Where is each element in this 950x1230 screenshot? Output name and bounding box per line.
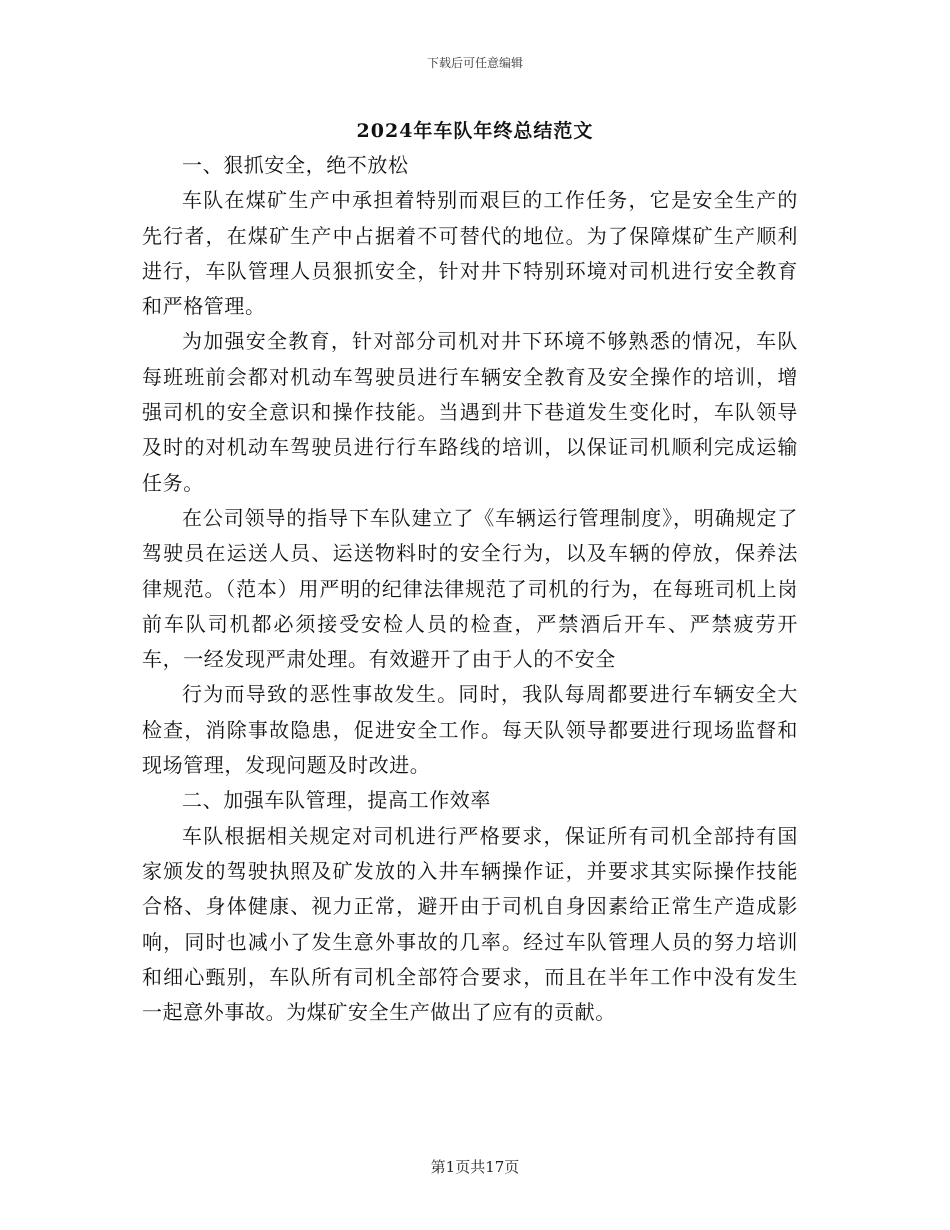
paragraph: 在公司领导的指导下车队建立了《车辆运行管理制度》，明确规定了驾驶员在运送人员、运送物料时的安全行为，以及车辆的停放，保养法律规范。（范本）用严明的纪律法律规范了司机的行为，在每班司机上岗前车队司机都必须接受安检人员的检查，严禁酒后开车、严禁疲劳开车，一经发现严肃处理。有效避开了由于人的不安全 — [142, 505, 798, 672]
paragraph: 为加强安全教育，针对部分司机对井下环境不够熟悉的情况，车队每班班前会都对机动车驾驶员进行车辆安全教育及安全操作的培训，增强司机的安全意识和操作技能。当遇到井下巷道发生变化时，车队领导及时的对机动车驾驶员进行行车路线的培训，以保证司机顺利完成运输任务。 — [142, 329, 798, 495]
document-title: 2024年车队年终总结范文 — [356, 120, 594, 142]
paragraph: 车队根据相关规定对司机进行严格要求，保证所有司机全部持有国家颁发的驾驶执照及矿发放的入井车辆操作证，并要求其实际操作技能合格、身体健康、视力正常，避开由于司机自身因素给正常生产造成影响，同时也减小了发生意外事故的几率。经过车队管理人员的努力培训和细心甄别，车队所有司机全部符合要求，而且在半年工作中没有发生一起意外事故。为煤矿安全生产做出了应有的贡献。 — [142, 823, 798, 1025]
section-heading-1: 一、狠抓安全，绝不放松 — [182, 153, 409, 177]
section-heading-2: 二、加强车队管理，提高工作效率 — [182, 788, 491, 813]
paragraph: 车队在煤矿生产中承担着特别而艰巨的工作任务，它是安全生产的先行者，在煤矿生产中占据着不可替代的地位。为了保障煤矿生产顺利进行，车队管理人员狠抓安全，针对井下特别环境对司机进行安全教育和严格管理。 — [142, 188, 798, 319]
document-body — [142, 148, 798, 1030]
page-indicator: 第1页共17页 — [430, 1158, 520, 1176]
paragraph: 行为而导致的恶性事故发生。同时，我队每周都要进行车辆安全大检查，消除事故隐患，促进安全工作。每天队领导都要进行现场监督和现场管理，发现问题及时改进。 — [142, 682, 798, 778]
header-note: 下载后可任意编辑 — [426, 56, 523, 70]
